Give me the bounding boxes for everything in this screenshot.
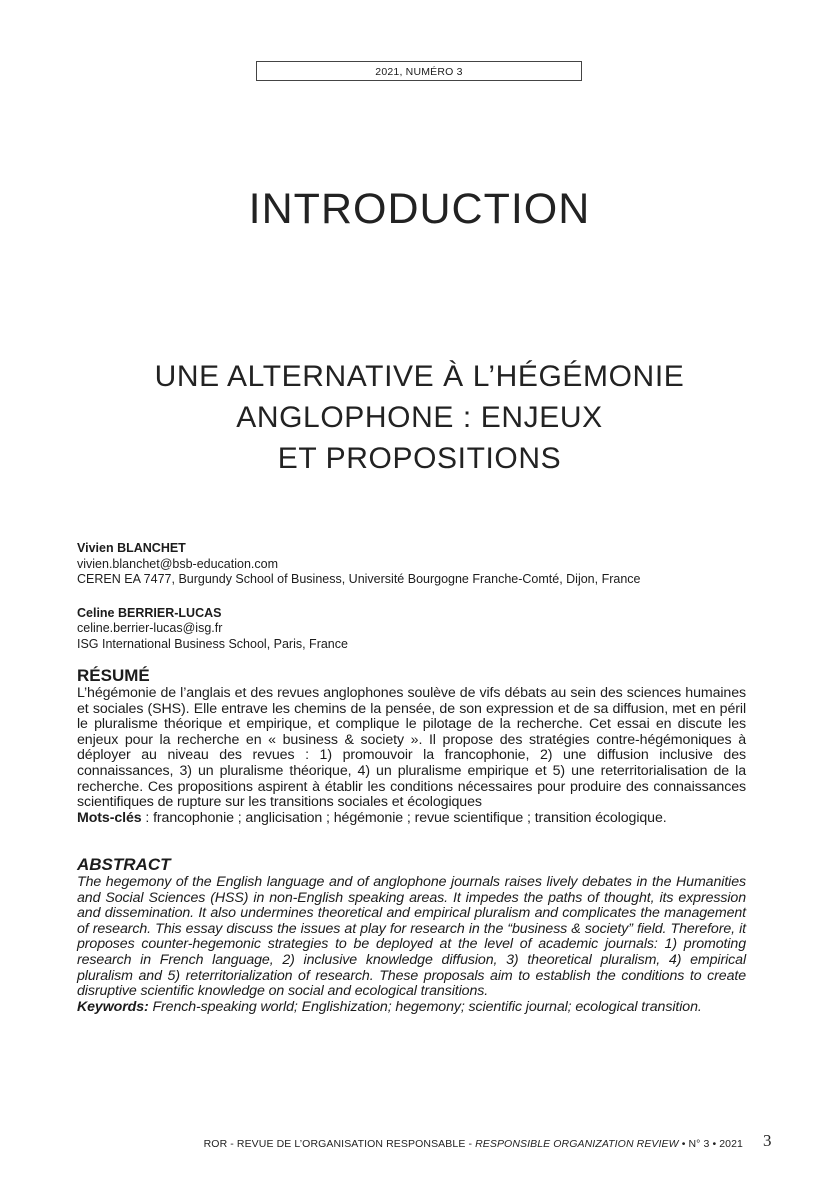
- keywords-label: Mots-clés: [77, 809, 142, 826]
- footer-journal-fr: ROR - REVUE DE L’ORGANISATION RESPONSABLE -: [203, 1138, 476, 1150]
- page-number: 3: [763, 1131, 772, 1150]
- author-block: [77, 541, 767, 588]
- author-email: celine.berrier-lucas@isg.fr: [77, 621, 223, 635]
- article-title-line-3: ET PROPOSITIONS: [277, 442, 562, 475]
- author-name: Vivien BLANCHET: [77, 541, 186, 555]
- resume-heading: RÉSUMÉ: [77, 666, 150, 685]
- footer-journal-en: RESPONSIBLE ORGANIZATION REVIEW: [475, 1138, 679, 1150]
- section-title: INTRODUCTION: [248, 185, 591, 233]
- abstract-body: The hegemony of the English language and of anglophone journals raises lively debates in the Humanities and Social Sciences (HSS) in non-English speaking areas. It impedes the paths of thought, its expression and dissemination. It also undermines theoretical and empirical pluralism and complicates the management of research. This essay discuss the issues at play for research in the “business & society” field. Therefore, it proposes counter-hegemonic strategies to be deployed at the level of academic journals: 1) promoting research in French language, 2) inclusive knowledge diffusion, 3) theoretical pluralism, 4) empirical pluralism and 5) reterritorialization of research. These proposals aim to establish the conditions to create disruptive scientific knowledge on social and ecological transitions.: [77, 874, 746, 1000]
- running-header: 2021, NUMÉRO 3: [256, 61, 582, 81]
- resume-body: L’hégémonie de l’anglais et des revues anglophones soulève de vifs débats au sein des sciences humaines et sociales (SHS). Elle entrave les chemins de la pensée, de son expression et de sa diffusion, met en péril le pluralisme théorique et empirique, et complique le pilotage de la recherche. Cet essai en discute les enjeux pour la recherche en « business & society ». Il propose des stratégies contre-hégémoniques à déployer au niveau des revues : 1) promouvoir la francophonie, 2) une diffusion inclusive des connaissances, 3) un pluralisme théorique, 4) un pluralisme empirique et 5) une reterritorialisation de la recherche. Ces propositions aspirent à établir les conditions nécessaires pour produire des connaissances scientifiques de rupture sur les transitions sociales et écologiques: [77, 685, 746, 811]
- footer-issue: • N° 3 • 2021: [678, 1138, 743, 1150]
- authors: [77, 541, 767, 652]
- author-name: Celine BERRIER-LUCAS: [77, 605, 222, 620]
- article-title-line-2: ANGLOPHONE : ENJEUX: [236, 401, 603, 434]
- article-title: [100, 356, 739, 479]
- author-email: vivien.blanchet@bsb-education.com: [77, 556, 278, 571]
- keywords-list: French-speaking world; Englishization; hegemony; scientific journal; ecological transition.: [148, 998, 702, 1015]
- resume-section: [77, 666, 746, 826]
- keywords-list: : francophonie ; anglicisation ; hégémonie ; revue scientifique ; transition écologique.: [141, 809, 667, 826]
- abstract-keywords: [77, 1000, 746, 1016]
- running-footer: [204, 1138, 743, 1150]
- resume-keywords: [77, 811, 746, 827]
- author-affiliation: CEREN EA 7477, Burgundy School of Business, Université Bourgogne Franche-Comté, Dijon, France: [77, 572, 641, 586]
- author-block: [77, 606, 767, 653]
- abstract-section: [77, 855, 746, 1015]
- keywords-label: Keywords:: [77, 998, 149, 1015]
- article-title-line-1: UNE ALTERNATIVE À L’HÉGÉMONIE: [154, 360, 685, 393]
- abstract-heading: ABSTRACT: [77, 855, 171, 874]
- author-affiliation: ISG International Business School, Paris, France: [77, 636, 348, 651]
